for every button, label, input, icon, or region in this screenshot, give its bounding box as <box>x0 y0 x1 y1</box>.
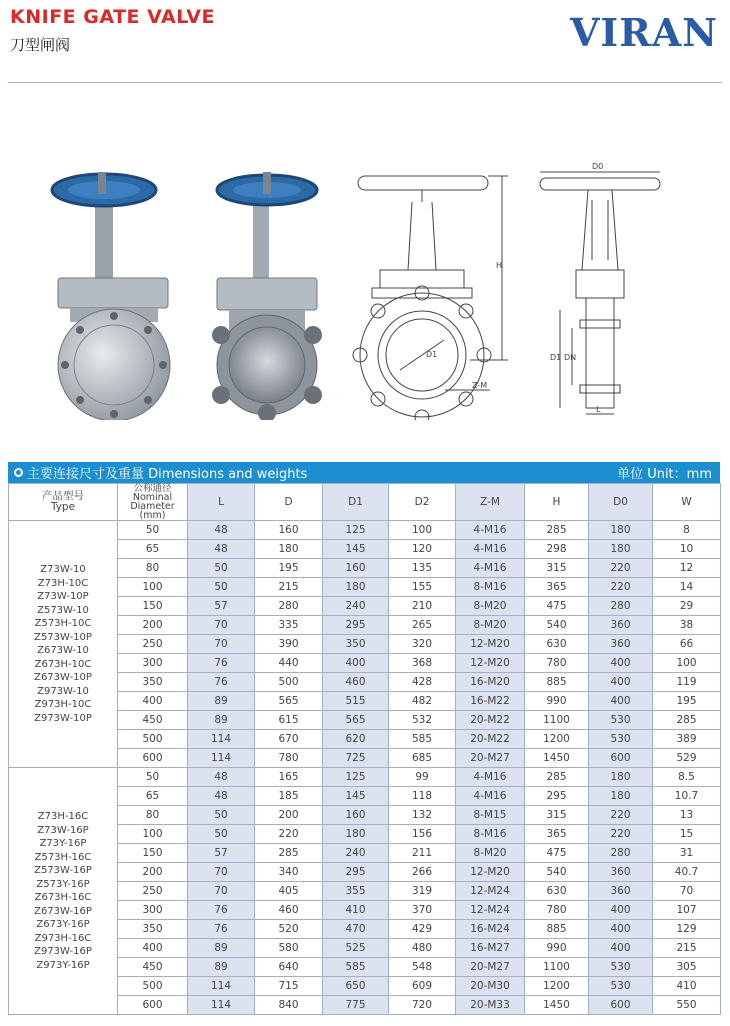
table-cell: 475 <box>525 597 589 616</box>
table-cell: 400 <box>118 692 188 711</box>
table-cell: 1100 <box>525 711 589 730</box>
table-cell: 4-M16 <box>456 540 525 559</box>
table-cell: 600 <box>118 996 188 1015</box>
type-model: Z673H-16C <box>34 892 92 903</box>
valve-drawing-side <box>530 160 680 420</box>
type-model: Z973H-16C <box>34 932 92 944</box>
table-row <box>9 768 721 787</box>
table-cell: 280 <box>255 597 323 616</box>
table-cell: 685 <box>389 749 456 768</box>
table-cell: 389 <box>653 730 721 749</box>
type-model: Z573H-10C <box>34 618 92 629</box>
table-cell: 530 <box>589 977 653 996</box>
table-cell: 100 <box>118 578 188 597</box>
table-cell: 320 <box>389 635 456 654</box>
table-cell: 780 <box>525 654 589 673</box>
table-cell: 20-M33 <box>456 996 525 1015</box>
table-cell: 305 <box>653 958 721 977</box>
table-cell: 460 <box>323 673 389 692</box>
table-cell: 180 <box>255 540 323 559</box>
table-cell: 500 <box>255 673 323 692</box>
table-cell: 285 <box>525 521 589 540</box>
table-cell: 16-M22 <box>456 692 525 711</box>
table-cell: 720 <box>389 996 456 1015</box>
type-model: Z673H-10C <box>34 658 92 670</box>
table-cell: 12-M20 <box>456 654 525 673</box>
header-divider <box>8 82 722 83</box>
table-cell: 20-M22 <box>456 730 525 749</box>
table-cell: 65 <box>118 540 188 559</box>
table-cell: 10.7 <box>653 787 721 806</box>
table-cell: 150 <box>118 597 188 616</box>
table-cell: 615 <box>255 711 323 730</box>
table-cell: 8-M20 <box>456 844 525 863</box>
table-cell: 10 <box>653 540 721 559</box>
table-cell: 515 <box>323 692 389 711</box>
type-model: Z573Y-16P <box>36 878 90 890</box>
table-cell: 114 <box>188 996 255 1015</box>
table-cell: 107 <box>653 901 721 920</box>
table-cell: 450 <box>118 958 188 977</box>
product-title-en: KNIFE GATE VALVE <box>10 6 215 28</box>
header-w: W <box>653 484 721 521</box>
type-model: Z573W-10 <box>37 604 89 616</box>
table-cell: 400 <box>589 901 653 920</box>
table-cell: 400 <box>589 654 653 673</box>
table-cell: 114 <box>188 730 255 749</box>
table-cell: 70 <box>653 882 721 901</box>
table-cell: 50 <box>188 578 255 597</box>
table-cell: 365 <box>525 578 589 597</box>
table-cell: 13 <box>653 806 721 825</box>
type-model: Z973W-16P <box>34 946 92 957</box>
table-cell: 114 <box>188 977 255 996</box>
header-zm: Z-M <box>456 484 525 521</box>
table-cell: 29 <box>653 597 721 616</box>
table-cell: 89 <box>188 958 255 977</box>
table-cell: 80 <box>118 806 188 825</box>
table-cell: 609 <box>389 977 456 996</box>
dim-label-d0: D0 <box>592 162 604 171</box>
type-model: Z73H-16C <box>37 811 89 822</box>
table-cell: 180 <box>323 825 389 844</box>
table-cell: 715 <box>255 977 323 996</box>
brand-logo: VIRAN <box>569 10 718 55</box>
table-cell: 215 <box>255 578 323 597</box>
table-cell: 12-M24 <box>456 901 525 920</box>
table-cell: 600 <box>589 749 653 768</box>
table-cell: 319 <box>389 882 456 901</box>
table-cell: 210 <box>389 597 456 616</box>
table-cell: 350 <box>323 635 389 654</box>
table-cell: 265 <box>389 616 456 635</box>
header-type: 产品型号 Type <box>9 484 118 521</box>
table-cell: 1200 <box>525 977 589 996</box>
type-model: Z73W-10P <box>37 591 89 602</box>
table-cell: 355 <box>323 882 389 901</box>
type-model: Z673Y-16P <box>36 919 90 930</box>
type-model: Z573W-10P <box>34 631 92 643</box>
table-cell: 350 <box>118 673 188 692</box>
table-cell: 1450 <box>525 749 589 768</box>
dim-label-h: H <box>496 261 503 270</box>
table-cell: 180 <box>589 540 653 559</box>
table-cell: 80 <box>118 559 188 578</box>
table-cell: 66 <box>653 635 721 654</box>
table-cell: 532 <box>389 711 456 730</box>
table-cell: 129 <box>653 920 721 939</box>
table-cell: 100 <box>118 825 188 844</box>
table-cell: 540 <box>525 616 589 635</box>
table-cell: 295 <box>323 863 389 882</box>
table-cell: 390 <box>255 635 323 654</box>
table-cell: 780 <box>255 749 323 768</box>
table-cell: 100 <box>653 654 721 673</box>
table-cell: 118 <box>389 787 456 806</box>
table-cell: 360 <box>589 616 653 635</box>
table-cell: 565 <box>323 711 389 730</box>
table-cell: 400 <box>323 654 389 673</box>
table-cell: 360 <box>589 882 653 901</box>
table-cell: 120 <box>389 540 456 559</box>
table-row <box>9 521 721 540</box>
table-header-row <box>9 484 721 521</box>
table-cell: 630 <box>525 635 589 654</box>
type-list-cell <box>9 521 118 768</box>
valve-drawing-front <box>350 160 520 420</box>
table-cell: 4-M16 <box>456 559 525 578</box>
table-cell: 16-M27 <box>456 939 525 958</box>
table-cell: 295 <box>323 616 389 635</box>
table-cell: 20-M27 <box>456 958 525 977</box>
header-nominal-diameter: 公称通径 Nominal Diameter (mm) <box>118 484 188 521</box>
table-cell: 250 <box>118 882 188 901</box>
table-cell: 300 <box>118 654 188 673</box>
table-cell: 8.5 <box>653 768 721 787</box>
table-cell: 480 <box>389 939 456 958</box>
table-cell: 460 <box>255 901 323 920</box>
table-cell: 50 <box>118 768 188 787</box>
table-cell: 155 <box>389 578 456 597</box>
table-cell: 125 <box>323 768 389 787</box>
table-cell: 585 <box>323 958 389 977</box>
table-cell: 160 <box>255 521 323 540</box>
product-title-cn: 刀型闸阀 <box>10 36 71 54</box>
table-cell: 885 <box>525 673 589 692</box>
table-cell: 48 <box>188 768 255 787</box>
table-cell: 57 <box>188 597 255 616</box>
table-cell: 185 <box>255 787 323 806</box>
table-cell: 280 <box>589 844 653 863</box>
table-cell: 280 <box>589 597 653 616</box>
table-cell: 400 <box>589 939 653 958</box>
table-cell: 315 <box>525 806 589 825</box>
type-model: Z573W-16P <box>34 865 92 876</box>
table-cell: 220 <box>589 825 653 844</box>
table-cell: 48 <box>188 540 255 559</box>
type-model: Z73Y-16P <box>39 838 87 849</box>
table-cell: 180 <box>323 578 389 597</box>
table-cell: 990 <box>525 692 589 711</box>
dim-label-l: L <box>596 405 601 414</box>
table-cell: 400 <box>589 920 653 939</box>
table-cell: 580 <box>255 939 323 958</box>
table-cell: 180 <box>589 787 653 806</box>
table-cell: 405 <box>255 882 323 901</box>
table-cell: 428 <box>389 673 456 692</box>
unit-label: 单位 Unit：mm <box>617 467 712 482</box>
table-cell: 195 <box>653 692 721 711</box>
dim-label-dn: DN <box>564 353 577 362</box>
table-cell: 250 <box>118 635 188 654</box>
table-cell: 48 <box>188 521 255 540</box>
table-cell: 215 <box>653 939 721 958</box>
table-cell: 240 <box>323 844 389 863</box>
table-cell: 885 <box>525 920 589 939</box>
table-cell: 530 <box>589 958 653 977</box>
table-cell: 8-M15 <box>456 806 525 825</box>
type-model: Z673W-10P <box>34 672 92 683</box>
table-cell: 125 <box>323 521 389 540</box>
table-cell: 550 <box>653 996 721 1015</box>
table-cell: 12-M24 <box>456 882 525 901</box>
table-cell: 482 <box>389 692 456 711</box>
table-cell: 20-M30 <box>456 977 525 996</box>
table-cell: 525 <box>323 939 389 958</box>
table-cell: 160 <box>323 559 389 578</box>
dim-label-d1-front: D1 <box>426 350 438 359</box>
table-cell: 76 <box>188 654 255 673</box>
table-cell: 195 <box>255 559 323 578</box>
table-cell: 266 <box>389 863 456 882</box>
table-cell: 31 <box>653 844 721 863</box>
table-cell: 38 <box>653 616 721 635</box>
table-cell: 600 <box>118 749 188 768</box>
table-cell: 360 <box>589 863 653 882</box>
type-model: Z973Y-16P <box>36 959 90 971</box>
table-cell: 132 <box>389 806 456 825</box>
table-cell: 500 <box>118 730 188 749</box>
table-cell: 20-M22 <box>456 711 525 730</box>
type-model: Z673W-16P <box>34 905 92 917</box>
table-cell: 370 <box>389 901 456 920</box>
table-cell: 89 <box>188 692 255 711</box>
table-cell: 4-M16 <box>456 521 525 540</box>
type-model: Z973W-10 <box>37 685 89 697</box>
table-cell: 57 <box>188 844 255 863</box>
table-cell: 145 <box>323 540 389 559</box>
table-cell: 529 <box>653 749 721 768</box>
table-cell: 70 <box>188 635 255 654</box>
table-cell: 285 <box>653 711 721 730</box>
table-cell: 16-M24 <box>456 920 525 939</box>
table-cell: 540 <box>525 863 589 882</box>
table-cell: 70 <box>188 882 255 901</box>
type-model: Z673W-10 <box>37 645 89 656</box>
product-images <box>30 160 720 430</box>
table-cell: 360 <box>589 635 653 654</box>
table-cell: 840 <box>255 996 323 1015</box>
table-cell: 285 <box>255 844 323 863</box>
table-cell: 70 <box>188 616 255 635</box>
type-model: Z73W-10 <box>40 564 86 575</box>
dim-label-d1-side: D1 <box>550 353 562 362</box>
type-model: Z573H-16C <box>34 851 92 863</box>
table-cell: 200 <box>255 806 323 825</box>
table-cell: 368 <box>389 654 456 673</box>
table-cell: 16-M20 <box>456 673 525 692</box>
table-cell: 76 <box>188 920 255 939</box>
dimensions-table-section <box>8 462 720 1015</box>
table-cell: 8 <box>653 521 721 540</box>
table-cell: 12 <box>653 559 721 578</box>
table-cell: 180 <box>589 521 653 540</box>
dimensions-table <box>8 483 721 1015</box>
table-cell: 8-M20 <box>456 616 525 635</box>
table-cell: 89 <box>188 711 255 730</box>
valve-photo-front <box>40 160 190 420</box>
table-cell: 670 <box>255 730 323 749</box>
type-model: Z73H-10C <box>37 577 89 589</box>
valve-photo-angled <box>195 160 335 420</box>
table-cell: 400 <box>118 939 188 958</box>
table-cell: 990 <box>525 939 589 958</box>
table-cell: 4-M16 <box>456 787 525 806</box>
table-cell: 530 <box>589 730 653 749</box>
type-list-cell <box>9 768 118 1015</box>
table-cell: 200 <box>118 863 188 882</box>
table-title-bar <box>8 462 720 483</box>
header-d1: D1 <box>323 484 389 521</box>
table-cell: 160 <box>323 806 389 825</box>
table-cell: 450 <box>118 711 188 730</box>
table-cell: 76 <box>188 673 255 692</box>
table-cell: 298 <box>525 540 589 559</box>
header-d: D <box>255 484 323 521</box>
dim-label-zm: Z-M <box>472 381 488 390</box>
bullet-circle-icon <box>14 468 23 477</box>
table-cell: 12-M20 <box>456 863 525 882</box>
table-cell: 48 <box>188 787 255 806</box>
table-cell: 585 <box>389 730 456 749</box>
table-cell: 565 <box>255 692 323 711</box>
table-cell: 12-M20 <box>456 635 525 654</box>
table-cell: 50 <box>118 521 188 540</box>
table-cell: 400 <box>589 692 653 711</box>
table-cell: 410 <box>653 977 721 996</box>
table-cell: 410 <box>323 901 389 920</box>
table-cell: 211 <box>389 844 456 863</box>
type-model: Z973H-10C <box>34 699 92 710</box>
table-cell: 14 <box>653 578 721 597</box>
table-cell: 99 <box>389 768 456 787</box>
table-cell: 50 <box>188 806 255 825</box>
table-cell: 780 <box>525 901 589 920</box>
table-cell: 165 <box>255 768 323 787</box>
table-cell: 8-M16 <box>456 578 525 597</box>
table-cell: 156 <box>389 825 456 844</box>
table-cell: 429 <box>389 920 456 939</box>
table-cell: 775 <box>323 996 389 1015</box>
table-cell: 340 <box>255 863 323 882</box>
table-cell: 200 <box>118 616 188 635</box>
table-cell: 365 <box>525 825 589 844</box>
table-cell: 548 <box>389 958 456 977</box>
table-cell: 220 <box>589 559 653 578</box>
table-cell: 119 <box>653 673 721 692</box>
table-cell: 440 <box>255 654 323 673</box>
table-cell: 20-M27 <box>456 749 525 768</box>
table-cell: 240 <box>323 597 389 616</box>
table-cell: 335 <box>255 616 323 635</box>
type-model: Z73W-16P <box>37 824 89 836</box>
table-cell: 40.7 <box>653 863 721 882</box>
table-cell: 15 <box>653 825 721 844</box>
table-cell: 315 <box>525 559 589 578</box>
table-cell: 150 <box>118 844 188 863</box>
table-section-title: 主要连接尺寸及重量 Dimensions and weights <box>27 467 308 482</box>
table-body <box>9 521 721 1015</box>
table-cell: 640 <box>255 958 323 977</box>
table-cell: 725 <box>323 749 389 768</box>
table-cell: 1100 <box>525 958 589 977</box>
table-cell: 400 <box>589 673 653 692</box>
header-l: L <box>188 484 255 521</box>
table-cell: 300 <box>118 901 188 920</box>
table-cell: 220 <box>255 825 323 844</box>
table-cell: 8-M16 <box>456 825 525 844</box>
table-cell: 114 <box>188 749 255 768</box>
table-cell: 70 <box>188 863 255 882</box>
table-cell: 220 <box>589 806 653 825</box>
table-cell: 475 <box>525 844 589 863</box>
type-model: Z973W-10P <box>34 712 92 724</box>
table-cell: 50 <box>188 825 255 844</box>
table-cell: 650 <box>323 977 389 996</box>
table-cell: 50 <box>188 559 255 578</box>
table-cell: 620 <box>323 730 389 749</box>
table-cell: 4-M16 <box>456 768 525 787</box>
table-cell: 470 <box>323 920 389 939</box>
table-cell: 180 <box>589 768 653 787</box>
header-d2: D2 <box>389 484 456 521</box>
table-cell: 500 <box>118 977 188 996</box>
table-cell: 100 <box>389 521 456 540</box>
header-d0: D0 <box>589 484 653 521</box>
table-cell: 135 <box>389 559 456 578</box>
table-cell: 600 <box>589 996 653 1015</box>
table-cell: 65 <box>118 787 188 806</box>
table-cell: 1200 <box>525 730 589 749</box>
table-cell: 220 <box>589 578 653 597</box>
table-cell: 530 <box>589 711 653 730</box>
table-cell: 520 <box>255 920 323 939</box>
table-cell: 285 <box>525 768 589 787</box>
table-cell: 630 <box>525 882 589 901</box>
table-cell: 89 <box>188 939 255 958</box>
header-h: H <box>525 484 589 521</box>
table-cell: 350 <box>118 920 188 939</box>
table-cell: 295 <box>525 787 589 806</box>
table-cell: 145 <box>323 787 389 806</box>
table-cell: 8-M20 <box>456 597 525 616</box>
table-cell: 76 <box>188 901 255 920</box>
table-cell: 1450 <box>525 996 589 1015</box>
